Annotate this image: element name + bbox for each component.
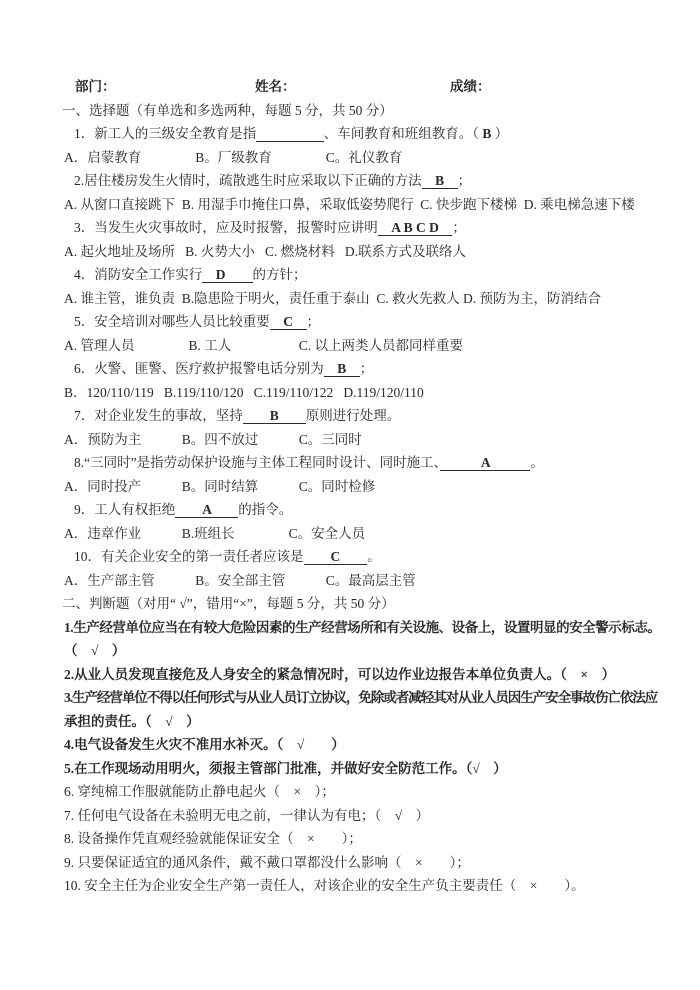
question-3-options	[62, 240, 666, 264]
text-run: ；	[452, 220, 466, 235]
answer-blank: A	[440, 455, 531, 470]
answer-letter: B	[482, 126, 492, 141]
question-5-options	[62, 334, 666, 358]
text-run: A．生产部主管 B。安全部主管 C。最高层主管	[64, 572, 416, 588]
text-run: 、车间教育和班组教育。（	[323, 126, 483, 141]
text-run: 7．对企业发生的事故，坚持	[74, 408, 243, 423]
text-run: 2.从业人员发现直接危及人身安全的紧急情况时，可以边作业边报告本单位负责人。（ × ）	[64, 666, 616, 682]
tf-item-10	[62, 874, 666, 898]
text-run: A．预防为主 B。四不放过 C。三同时	[64, 431, 362, 447]
text-run: 10．有关企业安全的第一责任者应该是	[74, 549, 304, 564]
department-label: 部门：	[75, 79, 116, 94]
text-run: 9. 只要保证适宜的通风条件，戴不戴口罩都没什么影响（ × ）；	[64, 854, 470, 870]
question-1-options	[62, 146, 666, 170]
answer-blank: C	[303, 549, 368, 564]
text-run: 一、选择题（有单选和多选两种，每题 5 分，共 50 分）	[62, 102, 393, 118]
header-row	[62, 75, 666, 99]
answer-blank: B	[242, 408, 306, 423]
text-run: A. 从窗口直接跳下 B. 用湿手巾掩住口鼻，采取低姿势爬行 C. 快步跑下楼梯 D. 乘电梯急速下楼	[64, 196, 635, 212]
text-run: 6. 穿纯棉工作服就能防止静电起火（ × ）；	[64, 784, 335, 799]
text-run: 二、判断题（对用“ √”，错用“×”，每题 5 分，共 50 分）	[62, 596, 395, 611]
question-2	[62, 169, 666, 193]
text-run: ）	[491, 126, 509, 141]
text-run: 2.居住楼房发生火情时，疏散逃生时应采取以下正确的方法	[74, 173, 422, 188]
text-run: 3．当发生火灾事故时，应及时报警，报警时应讲明	[74, 220, 378, 235]
text-run: 5．安全培训对哪些人员比较重要	[74, 314, 270, 329]
score-label: 成绩：	[450, 79, 491, 94]
text-run: B．120/110/119 B.119/110/120 C.119/110/122 D.119/120/110	[64, 384, 424, 400]
text-run: 4.电气设备发生火灾不准用水补灭。（ √ ）	[64, 737, 345, 752]
text-run: A．违章作业 B.班组长 C。安全人员	[64, 525, 366, 541]
question-3	[62, 216, 666, 240]
section-1-title	[62, 99, 666, 123]
question-8	[62, 451, 666, 475]
question-6-options	[62, 381, 666, 405]
question-2-options	[62, 193, 666, 217]
tf-item-3	[62, 686, 666, 733]
question-6	[62, 357, 666, 381]
answer-blank	[256, 126, 324, 142]
answer-blank: B	[421, 173, 458, 188]
answer-blank: A B C D	[377, 220, 453, 235]
text-run: 。	[530, 455, 544, 470]
text-run: ；	[306, 314, 320, 329]
text-run: 1．新工人的三级安全教育是指	[74, 126, 257, 141]
text-run: 9．工人有权拒绝	[74, 502, 176, 517]
text-run: 。	[367, 549, 381, 564]
document-body	[62, 75, 666, 898]
question-4-options	[62, 287, 666, 311]
text-run: 4．消防安全工作实行	[74, 267, 203, 282]
question-7	[62, 404, 666, 428]
name-label: 姓名：	[255, 79, 296, 94]
tf-item-4	[62, 733, 666, 757]
answer-blank: B	[323, 361, 360, 376]
text-run: A. 管理人员 B. 工人 C. 以上两类人员都同样重要	[64, 337, 464, 353]
question-9-options	[62, 522, 666, 546]
text-run: 10. 安全主任为企业安全生产第一责任人，对该企业的安全生产负主要责任（ × ）。	[64, 878, 585, 893]
text-run: 承担的责任。（ √ ）	[64, 713, 200, 729]
tf-item-8	[62, 827, 666, 851]
text-run: 原则进行处理。	[305, 408, 401, 423]
text-run: A．启蒙教育 B。厂级教育 C。礼仪教育	[64, 149, 403, 165]
text-run: 的指令。	[238, 502, 293, 517]
text-run: A. 起火地址及场所 B. 火势大小 C. 燃烧材料 D.联系方式及联络人	[64, 243, 467, 259]
text-run: ；	[457, 173, 472, 188]
tf-item-5	[62, 757, 666, 781]
text-run: 8.“三同时”是指劳动保护设施与主体工程同时设计、同时施工、	[74, 455, 441, 470]
question-7-options	[62, 428, 666, 452]
text-run: （ √ ）	[64, 643, 126, 658]
section-2-title	[62, 592, 666, 616]
text-run: 1.生产经营单位应当在有较大危险因素的生产经营场所和有关设施、设备上，设置明显的安全警示标志。	[64, 619, 661, 635]
tf-item-6	[62, 780, 666, 804]
text-run: A. 谁主管，谁负责 B.隐患险于明火，责任重于泰山 C. 救火先救人 D. 预防为主，防消结合	[64, 290, 602, 306]
text-run: A．同时投产 B。同时结算 C。同时检修	[64, 478, 376, 494]
answer-blank: C	[269, 314, 307, 329]
question-9	[62, 498, 666, 522]
text-run: 3.生产经营单位不得以任何形式与从业人员订立协议，免除或者减轻其对从业人员因生产安全事故伤亡依法应	[64, 690, 658, 705]
question-10	[62, 545, 666, 569]
tf-item-1	[62, 616, 666, 663]
question-10-options	[62, 569, 666, 593]
question-5	[62, 310, 666, 334]
answer-blank: D	[202, 267, 253, 282]
tf-item-7	[62, 804, 666, 828]
text-run: ；	[359, 361, 374, 376]
tf-item-9	[62, 851, 666, 875]
tf-item-2	[62, 663, 666, 687]
text-run: 7. 任何电气设备在未验明无电之前，一律认为有电；（ √ ）	[64, 807, 430, 823]
question-8-options	[62, 475, 666, 499]
question-4	[62, 263, 666, 287]
text-run: 5.在工作现场动用明火，须报主管部门批准，并做好安全防范工作。（√ ）	[64, 760, 507, 776]
text-run: 的方针；	[252, 267, 307, 282]
text-run: 6．火警、匪警、医疗救护报警电话分别为	[74, 361, 324, 376]
question-1	[62, 122, 666, 146]
text-run: 8. 设备操作凭直观经验就能保证安全（ × ）；	[64, 831, 362, 846]
answer-blank: A	[175, 502, 239, 517]
